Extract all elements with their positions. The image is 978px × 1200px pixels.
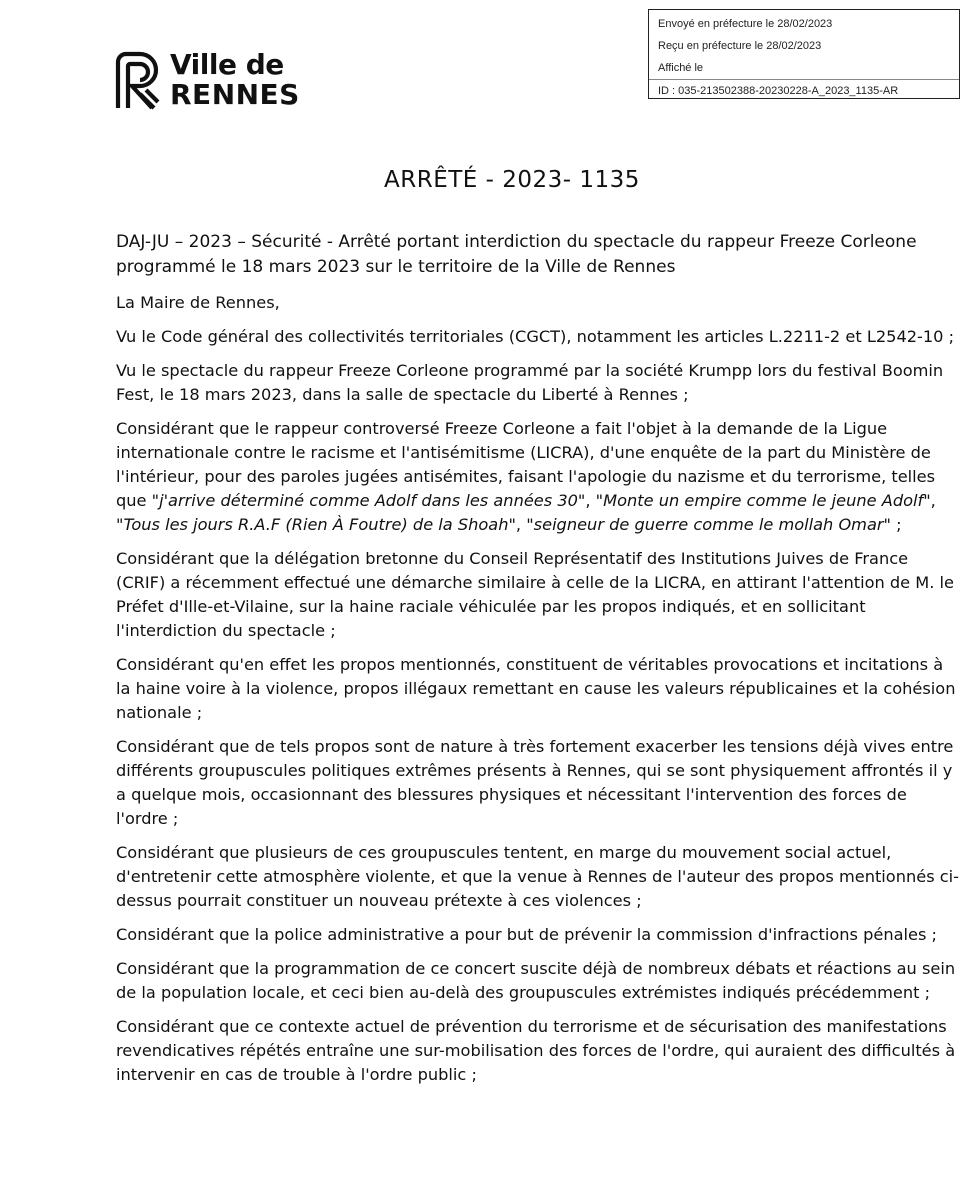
considerant-provocations: Considérant qu'en effet les propos mentionnés, constituent de véritables provocations et incitations à la haine voire à la violence, propos illégaux remettant en cause les valeurs républicaines et la cohésion nationale ; bbox=[116, 655, 956, 722]
considerant-debats: Considérant que la programmation de ce concert suscite déjà de nombreux débats et réactions au sein de la population locale, et ceci bien au-delà des groupuscules extrémistes indiqués précédemment ; bbox=[116, 959, 956, 1002]
salutation: La Maire de Rennes, bbox=[116, 293, 280, 312]
document-body bbox=[116, 230, 962, 1097]
considerant-police: Considérant que la police administrative a pour but de prévenir la commission d'infractions pénales ; bbox=[116, 925, 938, 944]
vu-cgct: Vu le Code général des collectivités territoriales (CGCT), notamment les articles L.2211-2 et L2542-10 ; bbox=[116, 327, 955, 346]
stamp-sent-date: Envoyé en préfecture le 28/02/2023 bbox=[658, 18, 833, 30]
rennes-r-logo-icon bbox=[114, 50, 162, 110]
vu-spectacle: Vu le spectacle du rappeur Freeze Corleone programmé par la société Krumpp lors du festival Boomin Fest, le 18 mars 2023, dans la salle de spectacle du Liberté à Rennes ; bbox=[116, 361, 944, 404]
quote-1: j'arrive déterminé comme Adolf dans les années 30 bbox=[159, 491, 578, 510]
quote-separator: ", " bbox=[508, 515, 534, 534]
ville-de-rennes-logo bbox=[114, 50, 334, 114]
document-subject: DAJ-JU – 2023 – Sécurité - Arrêté portant interdiction du spectacle du rappeur Freeze Corleone programmé le 18 mars 2023 sur le territoire de la Ville de Rennes bbox=[116, 232, 917, 277]
document-title: ARRÊTÉ - 2023- 1135 bbox=[384, 167, 640, 193]
considerant-licra-intro: Considérant que le rappeur controversé Freeze Corleone a fait l'objet à la demande de la Ligue internationale contre le racisme et l'antisémitisme (LICRA), d'une enquête de la part du Ministère de l'intérieur, pour des paroles jugées antisémites, faisant l'apologie du nazisme et du terrorisme, telles que " bbox=[116, 419, 936, 510]
stamp-id: ID : 035-213502388-20230228-A_2023_1135-AR bbox=[649, 79, 959, 102]
quote-3: Tous les jours R.A.F (Rien À Foutre) de la Shoah bbox=[123, 515, 509, 534]
quote-4: seigneur de guerre comme le mollah Omar bbox=[533, 515, 884, 534]
stamp-received-date: Reçu en préfecture le 28/02/2023 bbox=[658, 40, 822, 52]
logo-line-rennes: RENNES bbox=[170, 78, 300, 111]
logo-wordmark bbox=[170, 50, 300, 110]
quote-end: " ; bbox=[883, 515, 902, 534]
quote-2: Monte un empire comme le jeune Adolf bbox=[603, 491, 924, 510]
considerant-tensions: Considérant que de tels propos sont de nature à très fortement exacerber les tensions déjà vives entre différents groupuscules politiques extrêmes présents à Rennes, qui se sont physiquement affrontés il y a quelque mois, occasionnant des blessures physiques et nécessitant l'intervention des forces de l'ordre ; bbox=[116, 737, 954, 828]
considerant-terrorisme: Considérant que ce contexte actuel de prévention du terrorisme et de sécurisation des manifestations revendicatives répétés entraîne une sur-mobilisation des forces de l'ordre, qui auraient des difficultés à intervenir en cas de trouble à l'ordre public ; bbox=[116, 1017, 956, 1084]
quote-separator: ", " bbox=[577, 491, 604, 510]
considerant-licra bbox=[116, 417, 962, 537]
considerant-crif: Considérant que la délégation bretonne du Conseil Représentatif des Institutions Juives de France (CRIF) a récemment effectué une démarche similaire à celle de la LICRA, en attirant l'attention de M. le Préfet d'Ille-et-Vilaine, sur la haine raciale véhiculée par les propos indiqués, et en sollicitant l'interdiction du spectacle ; bbox=[116, 549, 954, 640]
logo-line-ville-de: Ville de bbox=[170, 48, 284, 81]
considerant-groupuscules: Considérant que plusieurs de ces groupuscules tentent, en marge du mouvement social actuel, d'entretenir cette atmosphère violente, et que la venue à Rennes de l'auteur des propos mentionnés ci-dessus pourrait constituer un nouveau prétexte à ces violences ; bbox=[116, 843, 960, 910]
prefecture-stamp bbox=[648, 9, 960, 99]
stamp-posted: Affiché le bbox=[658, 62, 704, 74]
quote-separator: ", " bbox=[116, 491, 936, 534]
